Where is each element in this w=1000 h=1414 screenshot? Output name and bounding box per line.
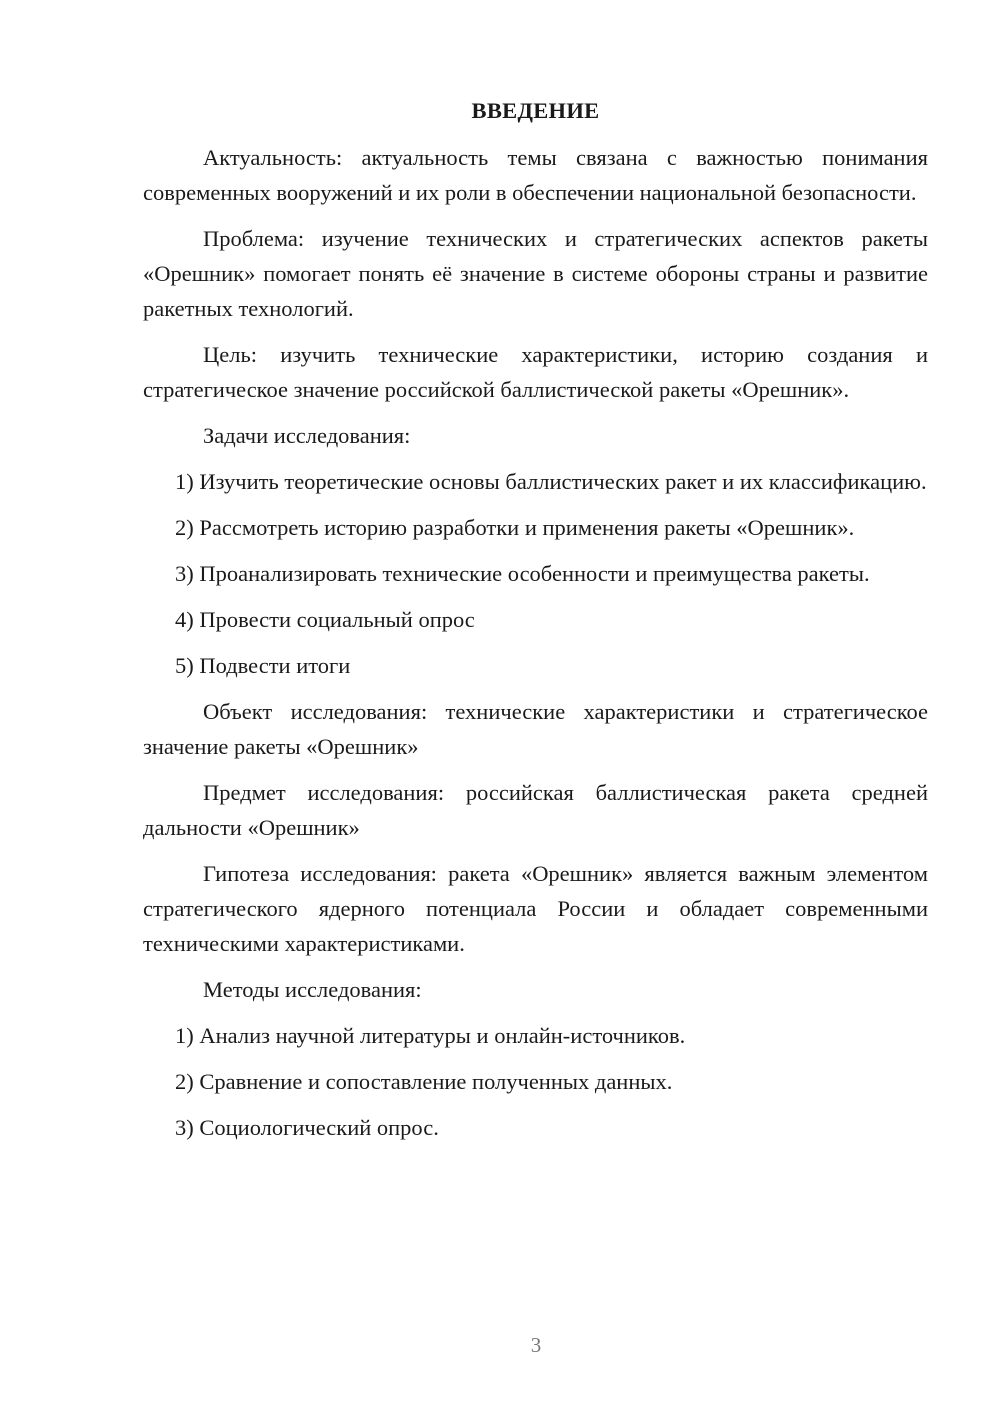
method-item-3: 3) Социологический опрос. bbox=[175, 1115, 439, 1140]
task-item-3: 3) Проанализировать технические особенности и преимущества ракеты. bbox=[175, 561, 870, 586]
object-paragraph: Объект исследования: технические характеристики и стратегическое значение ракеты «Орешник» bbox=[143, 699, 928, 759]
page-content bbox=[143, 93, 928, 1156]
method-item-1: 1) Анализ научной литературы и онлайн-источников. bbox=[175, 1023, 686, 1048]
page-title: ВВЕДЕНИЕ bbox=[471, 98, 600, 123]
relevance-paragraph: Актуальность: актуальность темы связана с важностью понимания современных вооружений и их роли в обеспечении национальной безопасности. bbox=[143, 145, 928, 205]
task-item-1: 1) Изучить теоретические основы баллистических ракет и их классификацию. bbox=[175, 469, 927, 494]
methods-title: Методы исследования: bbox=[203, 977, 422, 1002]
subject-paragraph: Предмет исследования: российская баллистическая ракета средней дальности «Орешник» bbox=[143, 780, 928, 840]
task-item-5: 5) Подвести итоги bbox=[175, 653, 351, 678]
tasks-title: Задачи исследования: bbox=[203, 423, 411, 448]
method-item-2: 2) Сравнение и сопоставление полученных данных. bbox=[175, 1069, 673, 1094]
problem-paragraph: Проблема: изучение технических и стратегических аспектов ракеты «Орешник» помогает понять её значение в системе обороны страны и развитие ракетных технологий. bbox=[143, 226, 928, 321]
task-item-2: 2) Рассмотреть историю разработки и применения ракеты «Орешник». bbox=[175, 515, 855, 540]
page-number: 3 bbox=[530, 1333, 542, 1357]
goal-paragraph: Цель: изучить технические характеристики, историю создания и стратегическое значение российской баллистической ракеты «Орешник». bbox=[143, 342, 928, 402]
hypothesis-paragraph: Гипотеза исследования: ракета «Орешник» является важным элементом стратегического ядерного потенциала России и обладает современными техническими характеристиками. bbox=[143, 861, 928, 956]
task-item-4: 4) Провести социальный опрос bbox=[175, 607, 475, 632]
